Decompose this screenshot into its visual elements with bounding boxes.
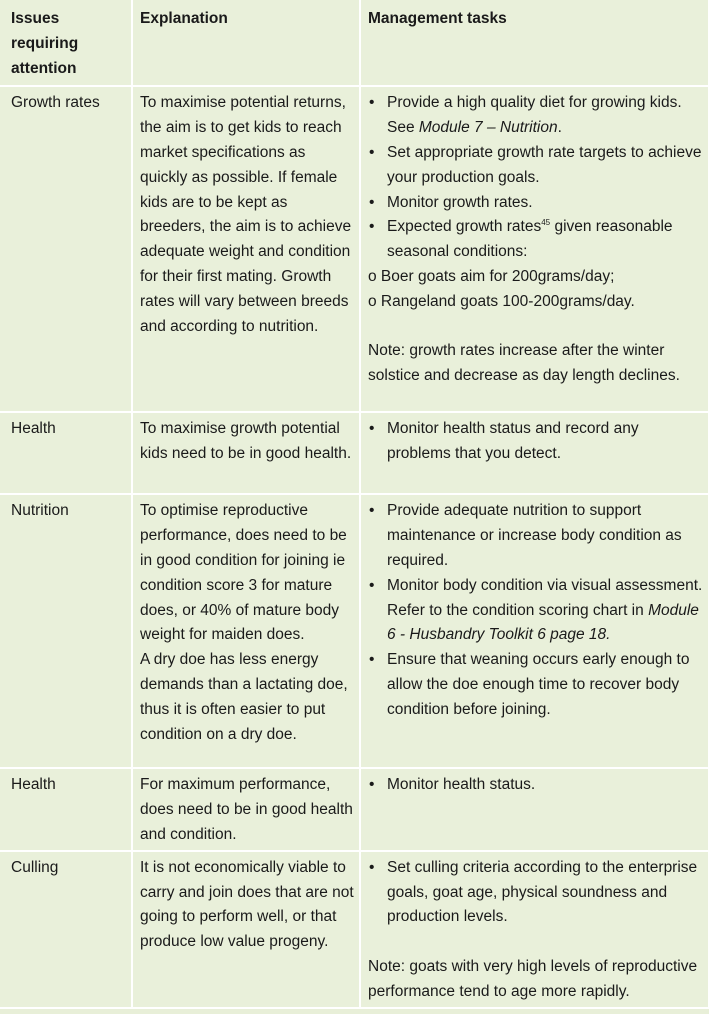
footnote-ref: 45 [541,218,551,228]
list-item: • Monitor health status. [368,773,704,798]
tasks-cell [360,86,709,412]
explanation-paragraph: A dry doe has less energy demands than a lactating doe, thus it is often easier to put condition on a dry doe. [140,651,348,743]
list-item: o Rangeland goats 100-200grams/day. [368,292,635,310]
list-item: • Monitor growth rates. [368,191,704,216]
explanation-cell: It is not economically viable to carry and join does that are not going to perform well, or that produce low value progeny. [132,851,360,1008]
task-list [368,91,704,389]
table-row [0,86,709,412]
tasks-cell [360,494,709,768]
list-item: • Set culling criteria according to the enterprise goals, goat age, physical soundness and production levels. [368,856,704,930]
issue-cell: Health [0,768,132,850]
task-list [368,499,704,722]
list-item: • Ensure that weaning occurs early enough to allow the doe enough time to recover body condition before joining. [368,648,704,722]
tasks-cell [360,851,709,1008]
table-row [0,851,709,1008]
task-list [368,417,704,467]
explanation-paragraph: To optimise reproductive performance, does need to be in good condition for joining ie condition score 3 for mature does, or 40% of mature body weight for maiden does. [140,502,347,644]
tasks-cell [360,412,709,494]
issue-cell: Nutrition [0,494,132,768]
tasks-cell [360,768,709,850]
list-item: o Boer goats aim for 200grams/day; [368,267,615,285]
table-row [0,412,709,494]
header-explanation: Explanation [132,0,360,86]
issue-cell: Growth rates [0,86,132,412]
task-list [368,773,704,798]
note-text: Note: goats with very high levels of reproductive performance tend to age more rapidly. [368,957,698,1000]
table-row [0,768,709,850]
explanation-cell [132,494,360,768]
list-item: • Monitor body condition via visual assessment. Refer to the condition scoring chart in Module 6 - Husbandry Toolkit 6 page 18. [368,574,704,648]
issue-cell: Health [0,412,132,494]
issue-cell: Culling [0,851,132,1008]
header-row [0,0,709,86]
explanation-cell: To maximise growth potential kids need to be in good health. [132,412,360,494]
header-tasks: Management tasks [360,0,709,86]
explanation-cell: For maximum performance, does need to be in good health and condition. [132,768,360,850]
list-item: • Expected growth rates$^{45}$ given reasonable seasonal conditions: [368,215,704,265]
list-item: • Set appropriate growth rate targets to achieve your production goals. [368,141,704,191]
task-list [368,856,704,1005]
note-text: Note: growth rates increase after the winter solstice and decrease as day length declines. [368,342,680,385]
table-row [0,494,709,768]
list-item: • Monitor health status and record any problems that you detect. [368,417,704,467]
list-item: • Provide a high quality diet for growing kids. See Module 7 – Nutrition. [368,91,704,141]
list-item: • Provide adequate nutrition to support maintenance or increase body condition as required. [368,499,704,573]
explanation-cell: To maximise potential returns, the aim is to get kids to reach market specifications as quickly as possible. If female kids are to be kept as breeders, the aim is to achieve adequate weight and condition for their first mating. Growth rates will vary between breeds and according to nutrition. [132,86,360,412]
header-issues: Issues requiring attention [0,0,132,86]
